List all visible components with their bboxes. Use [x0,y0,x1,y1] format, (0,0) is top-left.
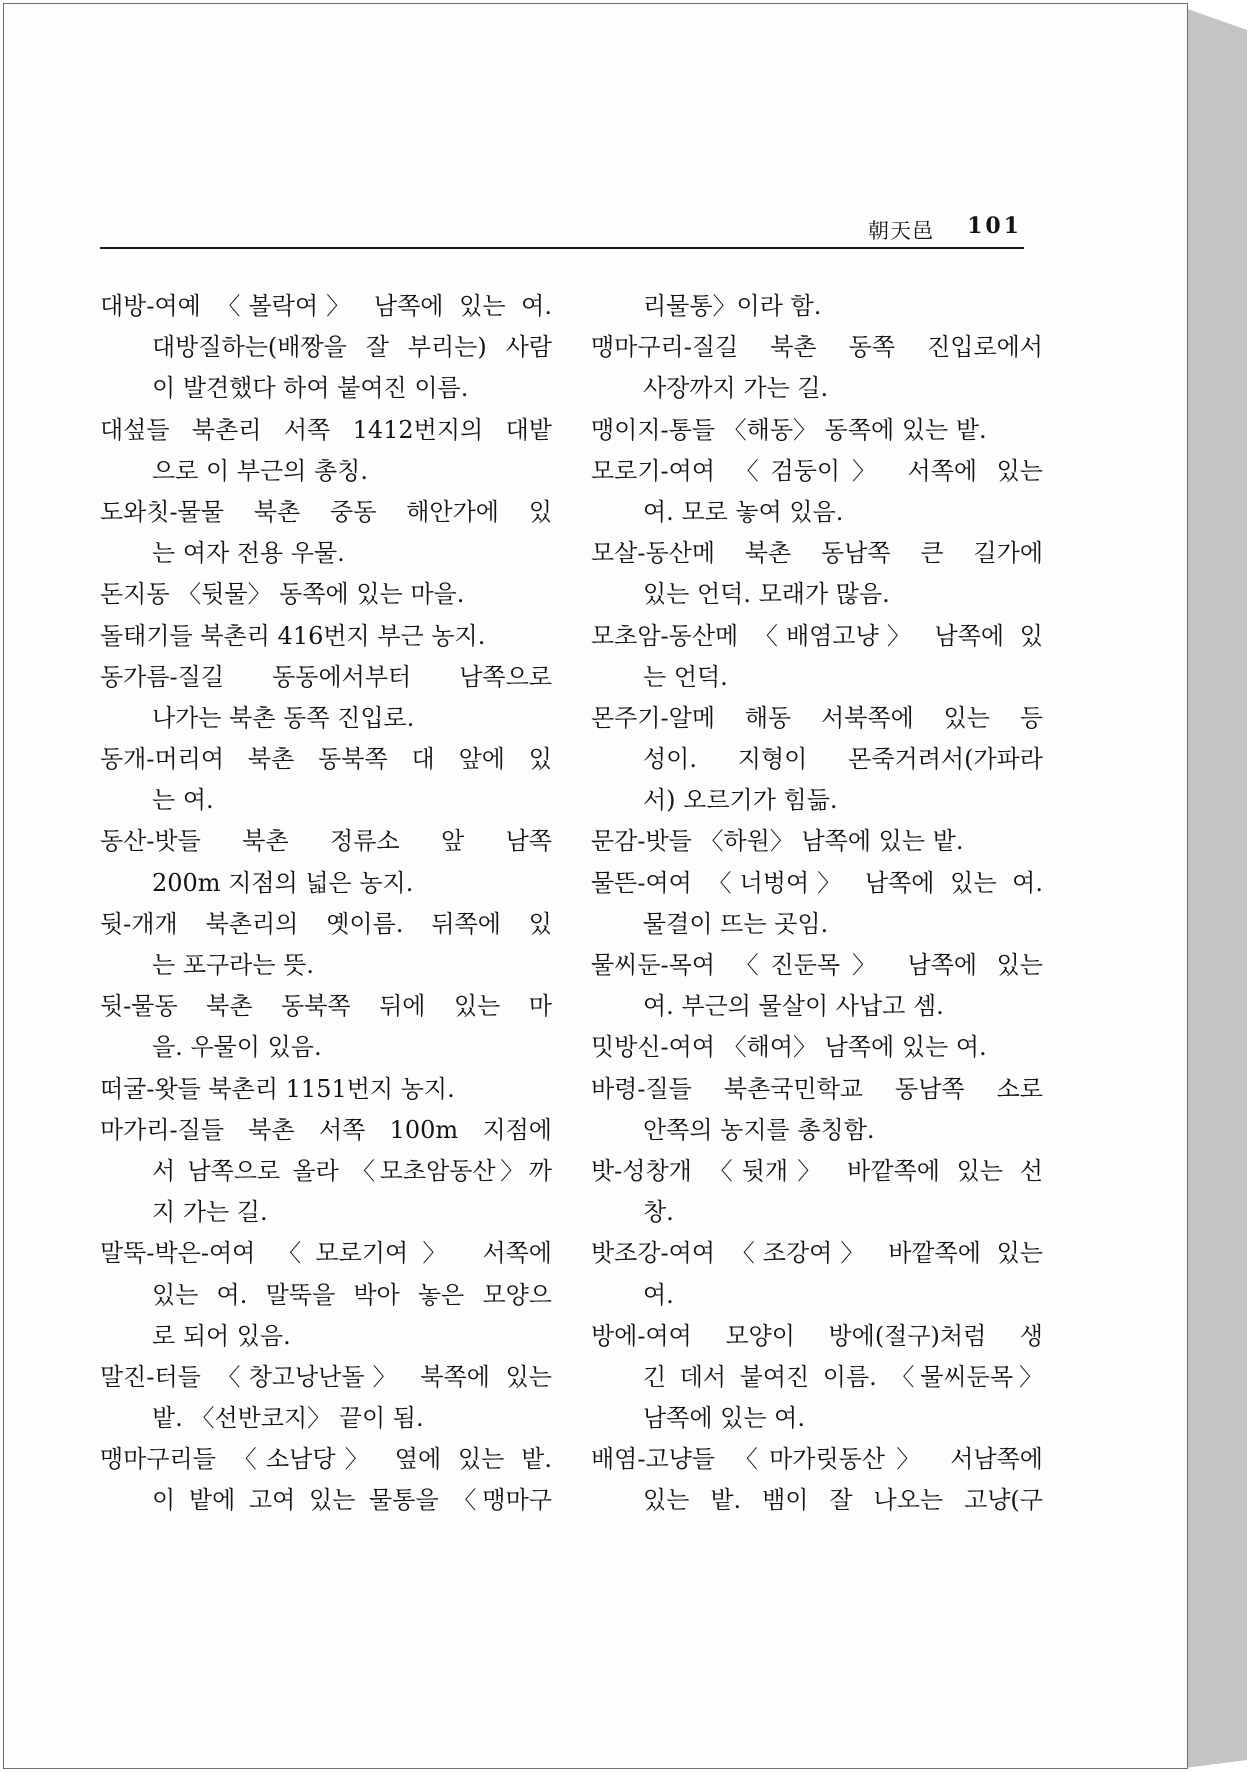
entry-headword-line: 방에-여여 모양이 방에(절구)처럼 생 [591,1321,1043,1350]
entry-headword-line: 도와칫-물물 북촌 중동 해안가에 있 [100,497,552,526]
entry-continuation-line: 서 남쪽으로 올라 〈모초암동산〉까 [152,1156,552,1185]
entry-continuation-line: 이 밭에 고여 있는 물통을 〈맹마구 [152,1486,552,1515]
entry-continuation-line: 으로 이 부근의 총칭. [152,456,368,485]
entry-continuation-line: 200m 지점의 넓은 농지. [152,868,414,897]
entry-headword-line: 돌태기들 북촌리 416번지 부근 농지. [100,621,486,650]
entry-continuation-line: 는 여. [152,786,214,815]
entry-continuation-line: 리물통〉이라 함. [643,292,822,320]
entry-continuation-line: 여. 모로 놓여 있음. [643,497,844,526]
entry-headword-line: 돈지동 〈뒷물〉 동쪽에 있는 마을. [100,580,465,609]
entry-headword-line: 대섶들 북촌리 서쪽 1412번지의 대밭 [100,415,552,444]
entry-headword-line: 뒷-물동 북촌 동북쪽 뒤에 있는 마 [100,992,552,1021]
entry-headword-line: 배염-고냥들 〈마가릿동산〉 서남쪽에 [591,1445,1043,1474]
entry-headword-line: 모초암-동산메 〈배염고냥〉 남쪽에 있 [591,621,1043,650]
entry-headword-line: 몬주기-알메 해동 서북쪽에 있는 등 [591,703,1043,732]
entry-continuation-line: 성이. 지형이 몬죽거려서(가파라 [643,745,1043,774]
entry-headword-line: 말뚝-박은-여여 〈모로기여〉 서쪽에 [100,1239,552,1268]
entry-headword-line: 맹마구리들 〈소남당〉 옆에 있는 밭. [100,1445,552,1474]
entry-continuation-line: 로 되어 있음. [152,1321,291,1350]
entry-headword-line: 동산-밧들 북촌 정류소 앞 남쪽 [100,827,552,856]
entry-continuation-line: 을. 우물이 있음. [152,1033,322,1062]
running-head [100,211,1024,249]
entry-continuation-line: 는 여자 전용 우물. [152,539,345,568]
entry-headword-line: 밧-성창개 〈뒷개〉 바깥쪽에 있는 선 [591,1156,1043,1185]
entry-headword-line: 물씨둔-목여 〈진둔목〉 남쪽에 있는 [591,951,1043,979]
entry-headword-line: 모살-동산메 북촌 동남쪽 큰 길가에 [591,539,1043,568]
entry-headword-line: 맹마구리-질길 북촌 동쪽 진입로에서 [591,333,1043,362]
entry-headword-line: 맹이지-통들 〈해동〉 동쪽에 있는 밭. [591,415,987,444]
entry-continuation-line: 서) 오르기가 힘듦. [643,786,838,815]
entry-continuation-line: 있는 밭. 뱀이 잘 나오는 고냥(구 [643,1486,1043,1515]
entry-headword-line: 말진-터들 〈창고낭난돌〉 북쪽에 있는 [100,1362,552,1391]
entry-continuation-line: 는 언덕. [643,662,728,691]
entry-headword-line: 모로기-여여 〈검둥이〉 서쪽에 있는 [591,456,1043,485]
entry-continuation-line: 나가는 북촌 동쪽 진입로. [152,703,415,732]
entry-headword-line: 떠굴-왓들 북촌리 1151번지 농지. [100,1074,455,1103]
entry-headword-line: 문감-밧들 〈하원〉 남쪽에 있는 밭. [591,827,964,856]
entry-headword-line: 마가리-질들 북촌 서쪽 100m 지점에 [100,1115,552,1144]
entry-continuation-line: 물결이 뜨는 곳임. [643,909,829,938]
entry-continuation-line: 대방질하는(배짱을 잘 부리는) 사람 [152,333,552,362]
entry-headword-line: 동가름-질길 동동에서부터 남쪽으로 [100,662,552,691]
entry-continuation-line: 긴 데서 붙여진 이름. 〈물씨둔목〉 [643,1362,1043,1391]
entry-continuation-line: 는 포구라는 뜻. [152,951,314,979]
entry-continuation-line: 창. [643,1198,674,1227]
page-edge-shadow [1185,8,1247,1768]
entry-headword-line: 물뜬-여여 〈너벙여〉 남쪽에 있는 여. [591,868,1043,897]
entry-headword-line: 동개-머리여 북촌 동북쪽 대 앞에 있 [100,745,552,774]
entry-continuation-line: 여. [643,1280,674,1309]
entry-headword-line: 뒷-개개 북촌리의 옛이름. 뒤쪽에 있 [100,909,552,938]
entry-continuation-line: 남쪽에 있는 여. [643,1404,805,1433]
entry-continuation-line: 여. 부근의 물살이 사납고 셈. [643,992,944,1021]
left-column [100,286,552,1522]
entry-continuation-line: 밭. 〈선반코지〉 끝이 됨. [152,1404,424,1433]
entry-headword-line: 밋방신-여여 〈해여〉 남쪽에 있는 여. [591,1033,987,1062]
entry-continuation-line: 있는 여. 말뚝을 박아 놓은 모양으 [152,1280,552,1309]
running-head-title: 朝天邑 [868,219,934,243]
entry-continuation-line: 지 가는 길. [152,1198,268,1227]
page-number: 101 [967,213,1022,239]
entry-continuation-line: 안쪽의 농지를 총칭함. [643,1115,875,1144]
entry-headword-line: 밧조강-여여 〈조강여〉 바깥쪽에 있는 [591,1239,1043,1268]
right-column [591,286,1043,1522]
entry-continuation-line: 있는 언덕. 모래가 많음. [643,580,890,609]
entry-headword-line: 대방-여예 〈볼락여〉 남쪽에 있는 여. [100,292,552,320]
entry-headword-line: 바령-질들 북촌국민학교 동남쪽 소로 [591,1074,1043,1103]
entry-continuation-line: 이 발견했다 하여 붙여진 이름. [152,374,469,403]
entry-continuation-line: 사장까지 가는 길. [643,374,829,403]
